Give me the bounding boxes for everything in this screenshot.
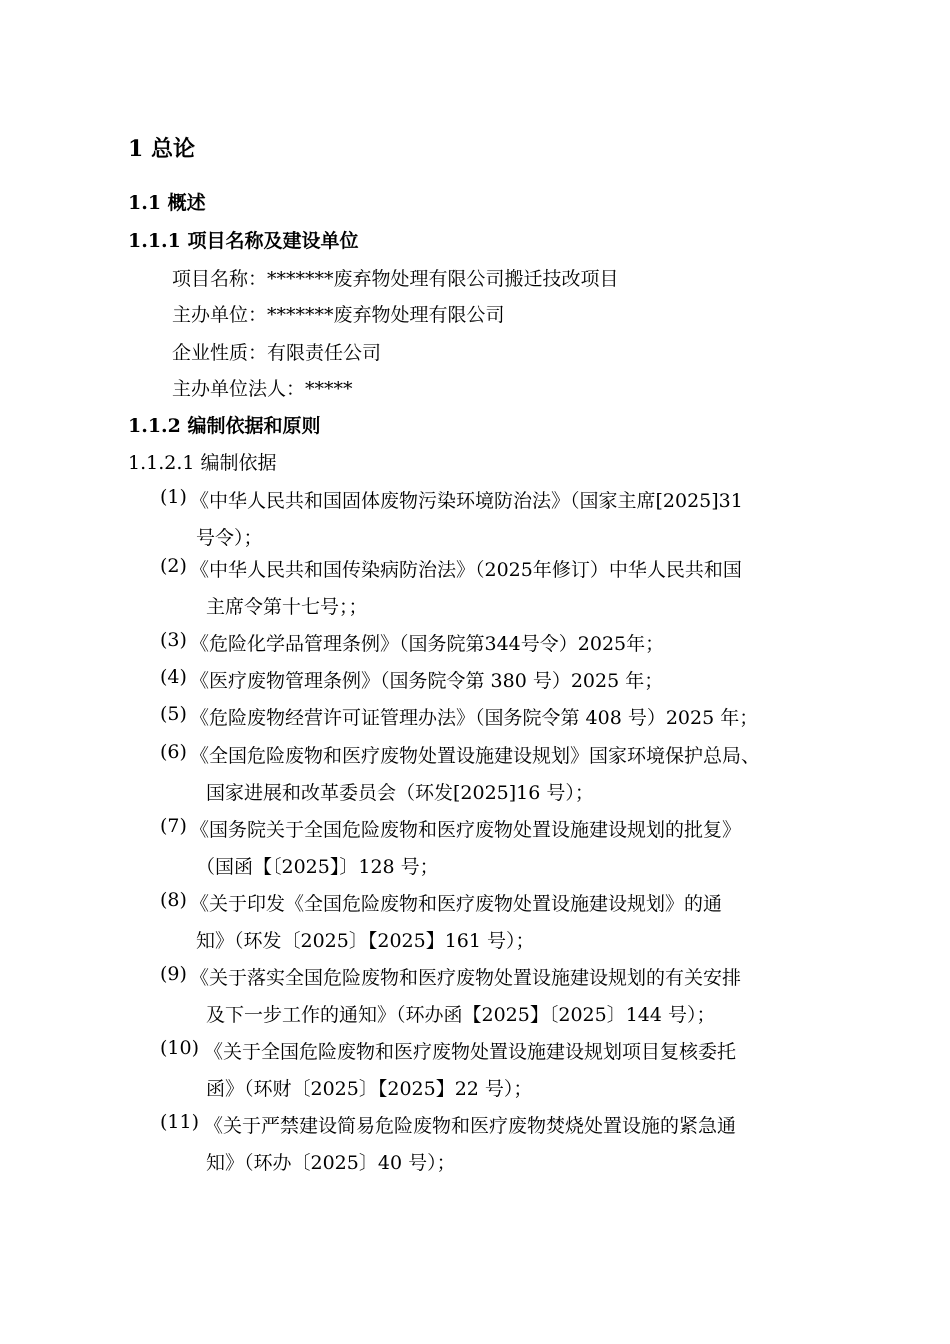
item-number: (3) <box>160 629 187 651</box>
section-title-1-1-2: 1.1.2 编制依据和原则 <box>128 415 321 437</box>
legal-representative: 主办单位法人：***** <box>172 378 353 400</box>
item-text: 号令）； <box>196 527 263 549</box>
item-text: 知》（环发〔2025〕【2025】161 号）； <box>196 930 535 952</box>
item-text: 《危险化学品管理条例》（国务院第344号令）2025年； <box>190 633 665 655</box>
item-text: 函》（环财〔2025〕【2025】22 号）； <box>206 1078 533 1100</box>
item-number: (6) <box>160 741 187 763</box>
item-text: 《中华人民共和国传染病防治法》（2025年修订）中华人民共和国 <box>190 559 742 581</box>
item-number: (11) <box>160 1111 200 1133</box>
item-number: (7) <box>160 815 187 837</box>
item-text: 及下一步工作的通知》（环办函【2025】〔2025〕144 号）； <box>206 1004 716 1026</box>
section-title-1-1: 1.1 概述 <box>128 192 206 214</box>
section-title-1-1-2-1: 1.1.2.1 编制依据 <box>128 452 277 474</box>
project-name: 项目名称：*******废弃物处理有限公司搬迁技改项目 <box>172 268 619 290</box>
item-number: (9) <box>160 963 187 985</box>
item-text: 《医疗废物管理条例》（国务院令第 380 号）2025 年； <box>190 670 664 692</box>
item-number: (5) <box>160 703 187 725</box>
item-text: 《危险废物经营许可证管理办法》（国务院令第 408 号）2025 年； <box>190 707 759 729</box>
item-number: (8) <box>160 889 187 911</box>
chapter-title: 1 总论 <box>128 136 195 162</box>
item-text: （国函【〔2025】〕128 号； <box>196 856 439 878</box>
item-number: (1) <box>160 486 187 508</box>
item-number: (4) <box>160 666 187 688</box>
item-number: (10) <box>160 1037 200 1059</box>
item-text: 《中华人民共和国固体废物污染环境防治法》（国家主席[2025]31 <box>190 490 743 512</box>
enterprise-nature: 企业性质：有限责任公司 <box>172 342 382 364</box>
item-text: 《国务院关于全国危险废物和医疗废物处置设施建设规划的批复》 <box>190 819 742 841</box>
item-text: 《关于落实全国危险废物和医疗废物处置设施建设规划的有关安排 <box>190 967 742 989</box>
item-text: 《关于全国危险废物和医疗废物处置设施建设规划项目复核委托 <box>204 1041 737 1063</box>
section-title-1-1-1: 1.1.1 项目名称及建设单位 <box>128 230 359 252</box>
item-text: 知》（环办〔2025〕40 号）； <box>206 1152 456 1174</box>
item-number: (2) <box>160 555 187 577</box>
sponsor-unit: 主办单位：*******废弃物处理有限公司 <box>172 304 505 326</box>
item-text: 《关于印发《全国危险废物和医疗废物处置设施建设规划》的通 <box>190 893 723 915</box>
item-text: 《全国危险废物和医疗废物处置设施建设规划》国家环境保护总局、 <box>190 745 761 767</box>
item-text: 《关于严禁建设简易危险废物和医疗废物焚烧处置设施的紧急通 <box>204 1115 737 1137</box>
item-text: 主席令第十七号；； <box>206 596 368 618</box>
item-text: 国家进展和改革委员会（环发[2025]16 号）； <box>206 782 594 804</box>
